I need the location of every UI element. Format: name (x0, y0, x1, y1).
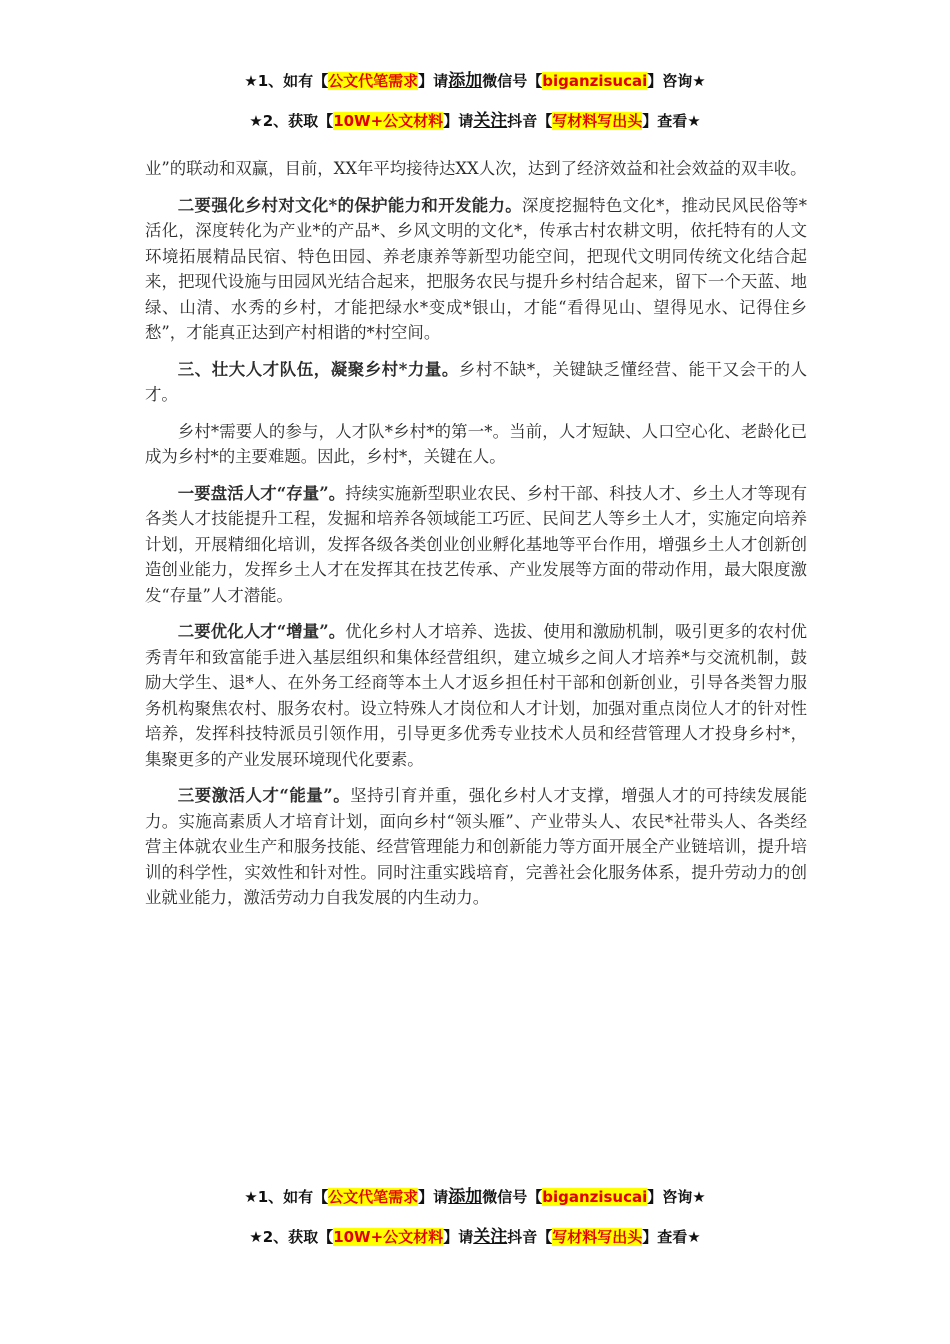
section-heading-talent: 三、壮大人才队伍，凝聚乡村*力量。乡村不缺*，关键缺乏懂经营、能干又会干的人才。 (145, 359, 807, 404)
highlight-materials: 10W+公文材料 (333, 112, 444, 130)
highlight-douyin-account: 写材料写出头 (552, 1228, 643, 1246)
header-banner-line-2: ★2、获取【10W+公文材料】请关注抖音【写材料写出头】查看★ (249, 111, 701, 131)
highlight-wechat-id: biganzisucai (542, 72, 648, 90)
paragraph-culture-protection: 二要强化乡村对文化*的保护能力和开发能力。深度挖掘特色文化*，推动民风民俗等*活化，深度转化为产业*的产品*、乡风文明的文化*，传承古村农耕文明，依托特有的人文环境拓展精品民宿、特色田园、养老康养等新型功能空间，把现代文明同传统文化结合起来，把现代设施与田园风光结合起来，把服务农民与提升乡村结合起来，留下一个天蓝、地绿、山清、水秀的乡村，才能把绿水*变成*银山，才能“看得见山、望得见水、记得住乡愁”，才能真正达到产村相谐的*村空间。 (145, 195, 807, 342)
paragraph-talent-increment: 二要优化人才“增量”。优化乡村人才培养、选拔、使用和激励机制，吸引更多的农村优秀青年和致富能手进入基层组织和集体经营组织，建立城乡之间人才培养*与交流机制，鼓励大学生、退*人、在外务工经商等本土人才返乡担任村干部和创新创业，引导各类智力服务机构聚焦农村、服务农村。设立特殊人才岗位和人才计划，加强对重点岗位人才的针对性培养，发挥科技特派员引领作用，引导更多优秀专业技术人员和经营管理人才投身乡村*，集聚更多的产业发展环境现代化要素。 (145, 622, 807, 769)
underline-follow: 关注 (473, 111, 508, 131)
paragraph-talent-stock: 一要盘活人才“存量”。持续实施新型职业农民、乡村干部、科技人才、乡土人才等现有各类人才技能提升工程，发掘和培养各领域能工巧匠、民间艺人等乡土人才，实施定向培养计划，开展精细化培训，发挥各级各类创业创业孵化基地等平台作用，增强乡土人才创新创造创业能力，发挥乡土人才在发挥其在技艺传承、产业发展等方面的带动作用，最大限度激发“存量”人才潜能。 (145, 483, 807, 605)
paragraph-heading: 一要盘活人才“存量”。 (177, 483, 346, 503)
paragraph-heading: 二要强化乡村对文化*的保护能力和开发能力。 (177, 195, 523, 215)
underline-follow: 关注 (473, 1227, 508, 1247)
document-body (145, 156, 807, 922)
underline-add: 添加 (448, 71, 483, 91)
footer-banner-line-1: ★1、如有【公文代笔需求】请添加微信号【biganzisucai】咨询★ (244, 1187, 706, 1207)
paragraph-talent-energy: 三要激活人才“能量”。坚持引育并重，强化乡村人才支撑，增强人才的可持续发展能力。实施高素质人才培育计划，面向乡村“领头雁”、产业带头人、农民*社带头人、各类经营主体就农业生产和服务技能、经营管理能力和创新能力等方面开展全产业链培训，提升培训的科学性，实效性和针对性。同时注重实践培育，完善社会化服务体系，提升劳动力的创业就业能力，激活劳动力自我发展的内生动力。 (145, 786, 808, 907)
paragraph-heading: 三要激活人才“能量”。 (177, 786, 351, 805)
header-banner-line-1: ★1、如有【公文代笔需求】请添加微信号【biganzisucai】咨询★ (244, 71, 706, 91)
footer-banner-line-2: ★2、获取【10W+公文材料】请关注抖音【写材料写出头】查看★ (249, 1227, 701, 1247)
highlight-douyin-account: 写材料写出头 (552, 112, 643, 130)
section-title: 三、壮大人才队伍，凝聚乡村*力量。 (177, 359, 459, 379)
highlight-wechat-id: biganzisucai (542, 1188, 648, 1206)
paragraph-talent-intro: 乡村*需要人的参与，人才队*乡村*的第一*。当前，人才短缺、人口空心化、老龄化已成为乡村*的主要难题。因此，乡村*，关键在人。 (145, 421, 807, 466)
highlight-materials: 10W+公文材料 (333, 1228, 444, 1246)
paragraph-continued: 业”的联动和双赢，目前，XX年平均接待达XX人次，达到了经济效益和社会效益的双丰收。 (145, 159, 807, 178)
highlight-service: 公文代笔需求 (328, 72, 419, 90)
paragraph-heading: 二要优化人才“增量”。 (177, 622, 346, 641)
underline-add: 添加 (448, 1187, 483, 1207)
highlight-service: 公文代笔需求 (328, 1188, 419, 1206)
